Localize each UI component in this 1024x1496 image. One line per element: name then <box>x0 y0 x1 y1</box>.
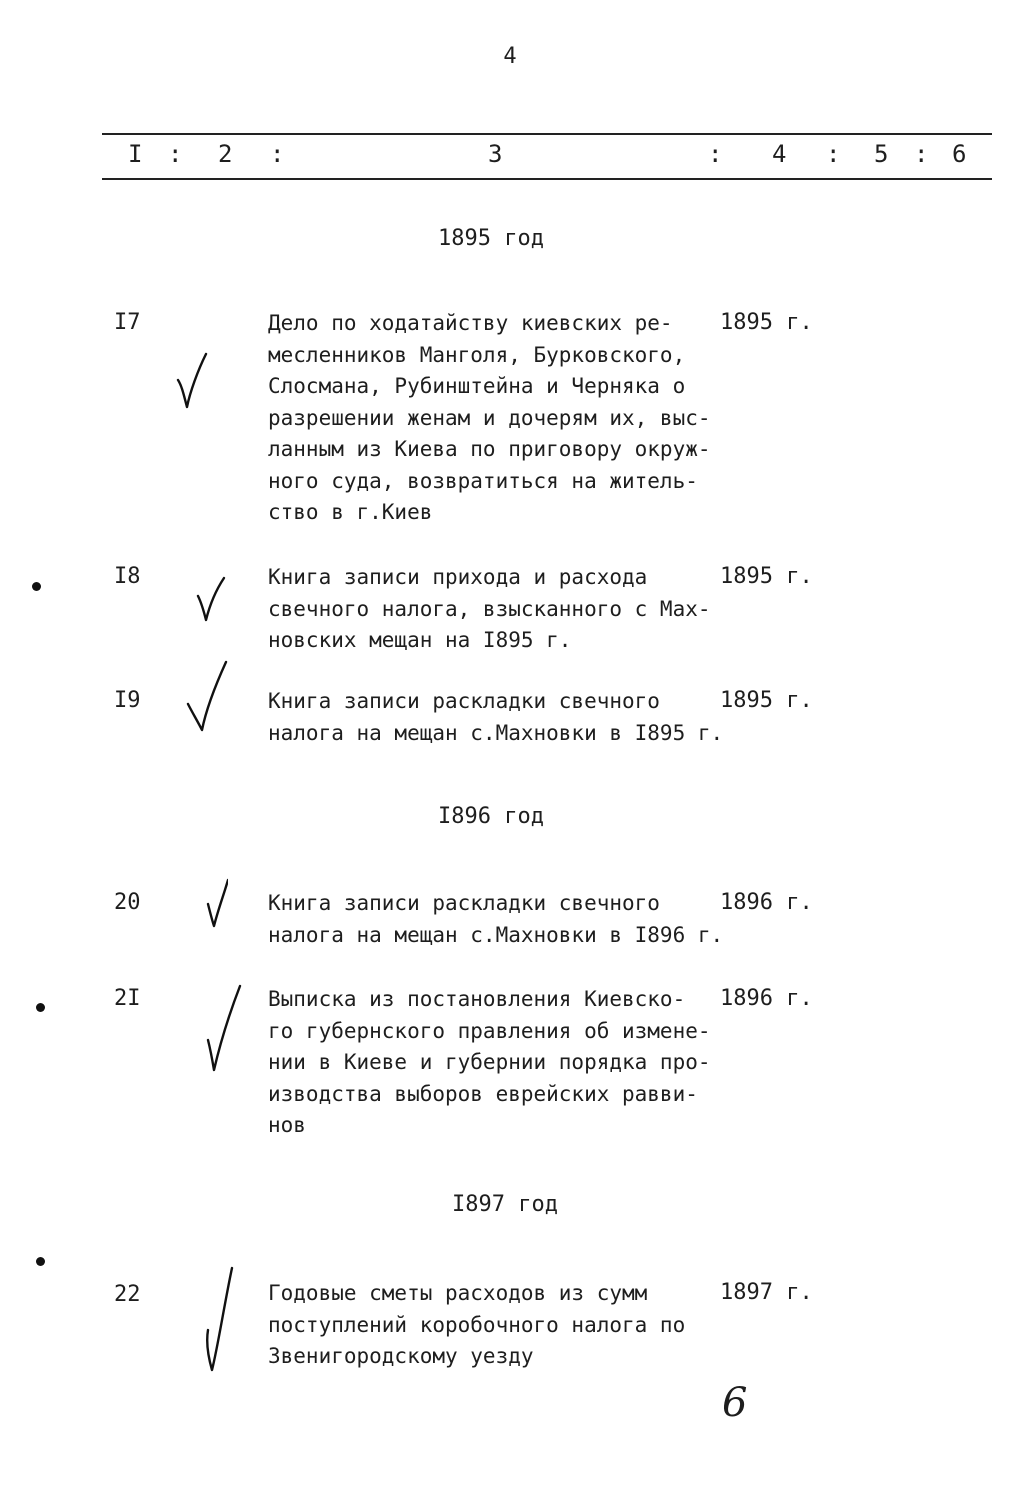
column-separator: : <box>914 140 929 168</box>
entry-number: 2I <box>114 986 141 1011</box>
entry-description: Книга записи раскладки свечного налога на мещан с.Махновки в I896 г. <box>268 891 724 947</box>
entry-date: 1895 г. <box>720 688 813 713</box>
entry-date: 1896 г. <box>720 890 813 915</box>
entry-number: 22 <box>114 1282 141 1307</box>
check-mark-icon <box>168 574 248 630</box>
check-mark-icon <box>168 352 248 416</box>
entry-number: I7 <box>114 310 141 335</box>
year-heading: I896 год <box>438 804 544 829</box>
page-number: 4 <box>503 44 517 69</box>
table-header-top-rule <box>102 133 992 135</box>
year-heading: I897 год <box>452 1192 558 1217</box>
entry-date: 1897 г. <box>720 1280 813 1305</box>
margin-dot <box>36 1003 45 1012</box>
column-header-1: I <box>128 140 143 168</box>
entry-description: Дело по ходатайству киевских ре- месленников Манголя, Бурковского, Слосмана, Рубинштейна и Черняка о разрешении женам и дочерям их, выс- ланным из Киева по приговору окруж- ного суда, возвратиться на житель- ство в г.Киев <box>268 311 711 524</box>
entry-description: Книга записи раскладки свечного налога на мещан с.Махновки в I895 г. <box>268 689 724 745</box>
column-header-6: 6 <box>952 140 967 168</box>
entry-date: 1896 г. <box>720 986 813 1011</box>
entry-number: I8 <box>114 564 141 589</box>
column-separator: : <box>826 140 841 168</box>
column-separator: : <box>270 140 285 168</box>
table-header-bottom-rule <box>102 178 992 180</box>
entry-description: Выписка из постановления Киевско- го губернского правления об измене- нии в Киеве и губернии порядка про- изводства выборов еврейских равви- нов <box>268 987 711 1137</box>
check-mark-icon <box>168 876 248 936</box>
column-header-4: 4 <box>772 140 787 168</box>
column-header-3: 3 <box>488 140 503 168</box>
check-mark-icon <box>168 984 248 1080</box>
year-heading: 1895 год <box>438 226 544 251</box>
margin-dot <box>36 1257 45 1266</box>
check-mark-icon <box>168 660 248 738</box>
entry-date: 1895 г. <box>720 564 813 589</box>
entry-date: 1895 г. <box>720 310 813 335</box>
entry-number: 20 <box>114 890 141 915</box>
margin-dot <box>32 582 41 591</box>
column-header-5: 5 <box>874 140 889 168</box>
entry-number: I9 <box>114 688 141 713</box>
entry-description: Книга записи прихода и расхода свечного налога, взысканного с Мах- новских мещан на I895 г. <box>268 565 711 652</box>
entry-description: Годовые сметы расходов из сумм поступлений коробочного налога по Звенигородскому уезду <box>268 1281 686 1368</box>
column-separator: : <box>708 140 723 168</box>
handwritten-sheet-number: 6 <box>722 1380 748 1426</box>
check-mark-icon <box>168 1266 248 1378</box>
column-separator: : <box>168 140 183 168</box>
column-header-2: 2 <box>218 140 233 168</box>
